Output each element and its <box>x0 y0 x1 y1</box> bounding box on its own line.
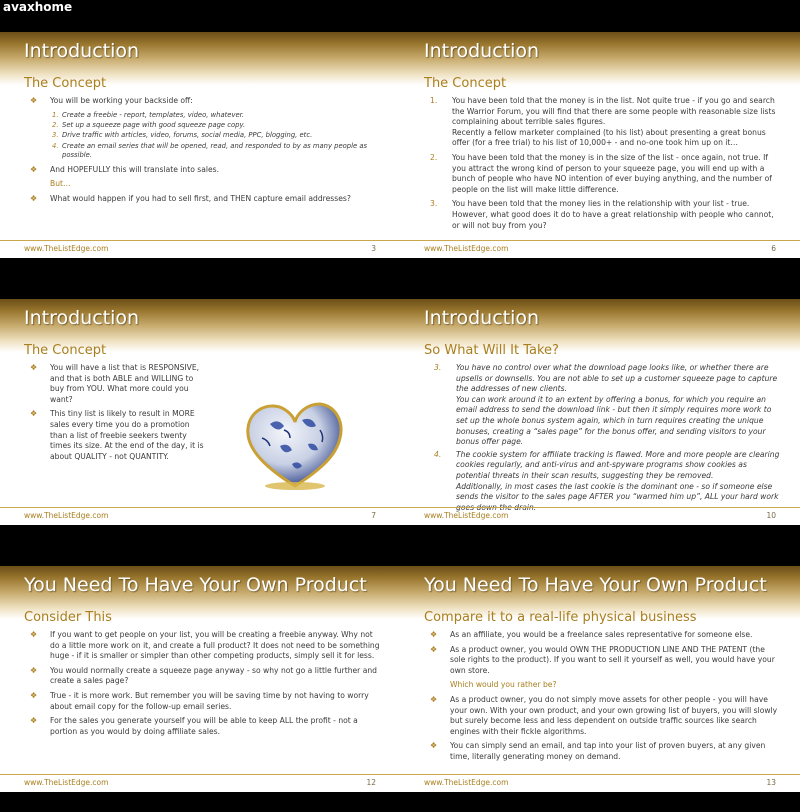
numbered-item: 2. You have been told that the money is in the size of the list - once again, not true. If you attract the wrong kind of person to your squeeze page, you will end up with a bunch of people who have NO intention of ever buying anything, and the number of people on the list will make little difference. <box>430 152 772 194</box>
footer-url: www.TheListEdge.com <box>24 244 109 253</box>
slide-subtitle: Compare it to a real-life physical business <box>424 610 697 625</box>
slide-3 <box>0 32 400 258</box>
bullet-icon: ❖ <box>430 644 438 654</box>
slide-body <box>30 630 382 741</box>
bullet-item: ❖ As an affiliate, you would be a freelance sales representative for someone else. <box>430 630 753 639</box>
footer-rule <box>400 774 800 775</box>
bullet-item: ❖ What would happen if you had to sell first, and THEN capture email addresses? <box>30 193 351 203</box>
question-text: Which would you rather be? <box>450 680 557 690</box>
slide-subtitle: So What Will It Take? <box>424 343 559 358</box>
slide-subtitle: The Concept <box>424 76 507 91</box>
slide-body <box>434 363 782 515</box>
numbered-item: 3. You have been told that the money lies in the relationship with your list - true. However, what good does it do to have a great relationship with people who cannot, or will not buy from you? <box>430 199 774 230</box>
footer-url: www.TheListEdge.com <box>24 511 109 520</box>
footer-url: www.TheListEdge.com <box>24 778 109 787</box>
page-number: 10 <box>766 511 776 520</box>
footer-url: www.TheListEdge.com <box>424 244 509 253</box>
slide-title: You Need To Have Your Own Product <box>24 574 367 596</box>
footer-rule <box>400 507 800 508</box>
bullet-icon: ❖ <box>30 716 38 726</box>
slide-subtitle: The Concept <box>24 343 107 358</box>
slide-title: Introduction <box>424 307 540 329</box>
bullet-icon: ❖ <box>430 741 438 751</box>
bullet-item: ❖ This tiny list is likely to result in MORE sales every time you do a promotion than a list of freebie seekers twenty times its size. At the end of the day, it is about QUALITY - not QUANTITY. <box>30 409 204 461</box>
bullet-icon: ❖ <box>30 363 38 372</box>
footer-rule <box>400 240 800 241</box>
bullet-icon: ❖ <box>30 164 38 174</box>
numbered-item: 4. The cookie system for affiliate tracking is flawed. More and more people are clearing cookies regularly, and anti-virus and ant-spyware programs show cookies as potential threats in their scan results, suggesting they be removed. Additionally, in most cases the last cookie is the dominant one - so if someone else sends the visitor to the sales page AFTER you “warmed him up”, ALL your hard work goes down the drain. <box>434 449 780 512</box>
bullet-icon: ❖ <box>30 665 38 675</box>
bullet-item: ❖ For the sales you generate yourself you will be able to keep ALL the profit - not a portion as you would by doing affiliate sales. <box>30 716 358 736</box>
bullet-icon: ❖ <box>430 630 438 639</box>
bullet-item: ❖ You would normally create a squeeze page anyway - so why not go a little further and create a sales page? <box>30 665 378 686</box>
bullet-icon: ❖ <box>430 694 438 704</box>
slide-13 <box>400 566 800 792</box>
slide-7 <box>0 299 400 525</box>
page-number: 12 <box>366 778 376 787</box>
bullet-item: ❖ You will be working your backside off: <box>30 96 193 105</box>
slide-subtitle: The Concept <box>24 76 107 91</box>
but-text: But… <box>50 179 71 189</box>
numbered-item: 3. You have no control over what the download page looks like, or whether there are upsells or downsells. You are not able to set up a customer squeeze page to capture the addresses of new clients. You can work around it to an extent by offering a bonus, for which you require an email address to send the download link - but then it simply requires more work to set up the whole bonus system again, which in turn requires creating the unique bonuses, creating a “sales page” for the bonus offer, and sending visitors to your bonus offer page. <box>434 363 778 447</box>
page-number: 6 <box>771 244 776 253</box>
sub-item: 2. Set up a squeeze page with good squeeze page copy. <box>52 121 246 129</box>
bullet-icon: ❖ <box>30 96 38 105</box>
slide-12 <box>0 566 400 792</box>
sub-item: 3. Drive traffic with articles, video, forums, social media, PPC, blogging, etc. <box>52 131 313 140</box>
slide-subtitle: Consider This <box>24 610 112 625</box>
sub-item: 4. Create an email series that will be opened, read, and responded to by as many people as possible. <box>52 141 368 160</box>
slide-title: Introduction <box>24 307 140 329</box>
bullet-item: ❖ You can simply send an email, and tap into your list of proven buyers, at any given time, literally generating money on demand. <box>430 741 766 761</box>
slide-6 <box>400 32 800 258</box>
heart-box-image <box>240 394 350 494</box>
footer-url: www.TheListEdge.com <box>424 778 509 787</box>
page-number: 3 <box>371 244 376 253</box>
sub-item: 1. Create a freebie - report, templates, video, whatever. <box>52 110 245 119</box>
footer-rule <box>0 774 400 775</box>
slide-body <box>430 630 782 767</box>
bullet-item: ❖ If you want to get people on your list, you will be creating a freebie anyway. Why not do a little more work on it, and create a full product? It does not need to be something huge - if it is smaller or simpler than other competing products, simply sell it for less. <box>30 630 380 661</box>
footer-url: www.TheListEdge.com <box>424 511 509 520</box>
bullet-item: ❖ True - it is more work. But remember you will be saving time by not having to worry about email copy for the follow-up email series. <box>30 690 369 711</box>
numbered-item: 1. You have been told that the money is in the list. Not quite true - if you go and search the Warrior Forum, you will find that there are some people with reasonable size lists complaining about terrible sales figures. Recently a fellow marketer complained (to his list) about presenting a great bonus offer (for a free trial) to his list of 10,000+ - and no-one took him up on it… <box>430 96 776 148</box>
footer-rule <box>0 507 400 508</box>
bullet-icon: ❖ <box>30 409 38 419</box>
slide-body <box>430 96 782 235</box>
slide-title: Introduction <box>24 40 140 62</box>
page-number: 7 <box>371 511 376 520</box>
bullet-item: ❖ As a product owner, you do not simply move assets for other people - you will have your own. With your own product, and your own growing list of buyers, you will slowly but surely become less and less dependent on outside traffic sources like search engines with their fickle algorithms. <box>430 694 778 736</box>
bullet-icon: ❖ <box>30 630 38 639</box>
slide-body <box>30 363 204 466</box>
bullet-icon: ❖ <box>30 193 38 203</box>
page-number: 13 <box>766 778 776 787</box>
slide-title: Introduction <box>424 40 540 62</box>
bullet-item: ❖ And HOPEFULLY this will translate into sales. <box>30 164 220 174</box>
bullet-item: ❖ As a product owner, you would OWN THE PRODUCTION LINE AND THE PATENT (the sole rights to the product). If you want to sell it yourself as well, you would have your own store. <box>430 644 775 675</box>
slide-10 <box>400 299 800 525</box>
bullet-item: ❖ You will have a list that is RESPONSIVE, and that is both ABLE and WILLING to buy from YOU. What more could you want? <box>30 363 200 404</box>
slide-title: You Need To Have Your Own Product <box>424 574 767 596</box>
footer-rule <box>0 240 400 241</box>
watermark: avaxhome <box>3 0 73 14</box>
bullet-icon: ❖ <box>30 690 38 700</box>
slide-body <box>30 96 382 208</box>
